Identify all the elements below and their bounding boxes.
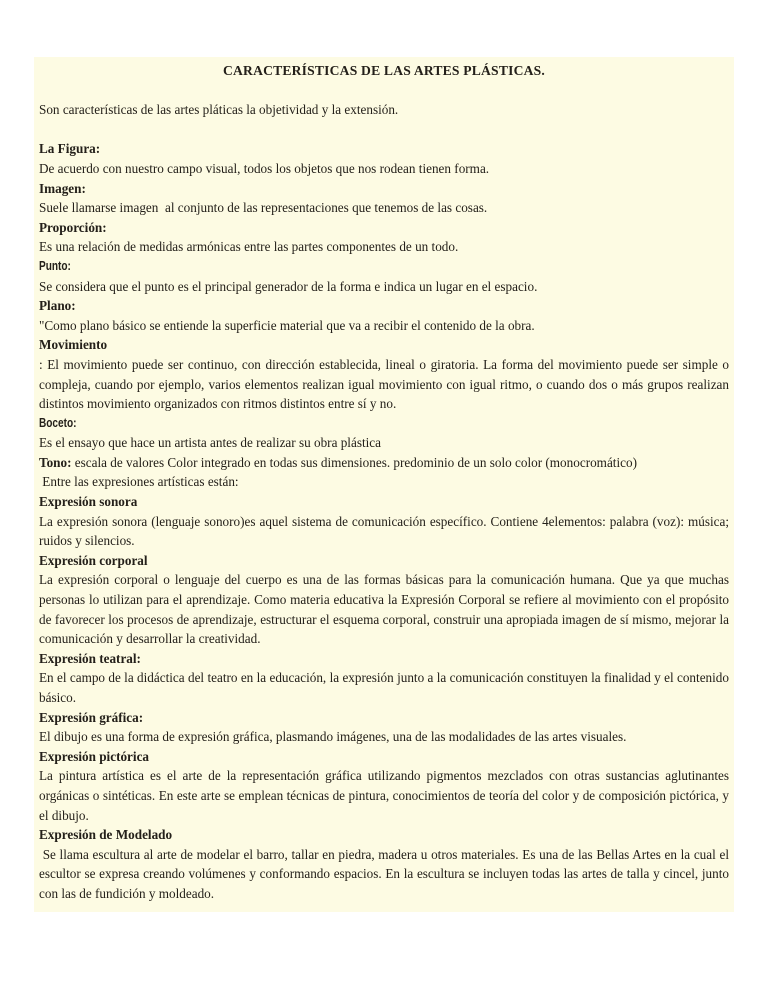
section-body: Se llama escultura al arte de modelar el barro, tallar en piedra, madera u otros materiales. Es una de las Bellas Artes en la cual el escultor se expresa creando volúmenes y conformando espacios. En la escultura se incluyen todas las artes de talla y cincel, junto con las de fundición y moldeado. xyxy=(39,846,733,901)
section-la-figura xyxy=(39,139,729,178)
section-expresion-pictorica xyxy=(39,747,733,825)
section-expresion-corporal xyxy=(39,551,733,649)
spacer xyxy=(39,81,729,101)
section-heading: Expresión de Modelado xyxy=(39,827,173,843)
section-body-text: escala de valores Color integrado en todas sus dimensiones. predominio de un solo color (monocromático) xyxy=(71,454,637,470)
section-tono xyxy=(39,453,729,473)
document-title: CARACTERÍSTICAS DE LAS ARTES PLÁSTICAS. xyxy=(223,63,545,78)
section-body: La expresión sonora (lenguaje sonoro)es aquel sistema de comunicación específico. Contiene 4elementos: palabra (voz): música; ruidos y silencios. xyxy=(39,513,733,549)
section-body: Suele llamarse imagen al conjunto de las representaciones que tenemos de las cosas. xyxy=(39,200,488,216)
intro-paragraph: Son características de las artes pláticas la objetividad y la extensión. xyxy=(39,102,399,118)
section-body: Entre las expresiones artísticas están: xyxy=(39,474,239,490)
section-body xyxy=(39,453,729,473)
section-body: En el campo de la didáctica del teatro en la educación, la expresión junto a la comunicación constituyen la finalidad y el contenido básico. xyxy=(39,670,733,705)
section-heading: Boceto: xyxy=(39,415,77,430)
section-heading: Expresión sonora xyxy=(39,494,138,510)
section-body: : El movimiento puede ser continuo, con dirección establecida, lineal o giratoria. La forma del movimiento puede ser simple o compleja, cuando por ejemplo, varios elementos realizan igual movimiento con igual ritmo, o cuando dos o más grupos realizan distintos movimiento organizados con ritmos distintos entre sí y no. xyxy=(39,356,733,412)
section-movimiento xyxy=(39,335,733,413)
section-body: Se considera que el punto es el principal generador de la forma e indica un lugar en el espacio. xyxy=(39,278,538,294)
section-heading: Plano: xyxy=(39,298,76,314)
section-heading: Movimiento xyxy=(39,337,108,353)
section-body: Es una relación de medidas armónicas entre las partes componentes de un todo. xyxy=(39,239,459,255)
section-imagen xyxy=(39,179,729,218)
section-heading: Expresión pictórica xyxy=(39,748,150,764)
section-body: De acuerdo con nuestro campo visual, todos los objetos que nos rodean tienen forma. xyxy=(39,160,490,176)
section-body: El dibujo es una forma de expresión gráfica, plasmando imágenes, una de las modalidades de las artes visuales. xyxy=(39,729,627,745)
section-body: La pintura artística es el arte de la representación gráfica utilizando pigmentos mezclados con otras sustancias aglutinantes orgánicas o sintéticas. En este arte se emplean técnicas de pintura, conocimientos de teoría del color y de composición pictórica, y el dibujo. xyxy=(39,768,733,823)
section-heading: La Figura: xyxy=(39,141,101,157)
section-boceto xyxy=(39,414,729,453)
section-expresion-modelado xyxy=(39,825,733,903)
section-expresion-grafica xyxy=(39,708,729,747)
document-sheet xyxy=(34,57,734,912)
section-proporcion xyxy=(39,218,729,257)
section-expresion-teatral xyxy=(39,649,733,708)
section-heading: Proporción: xyxy=(39,219,107,235)
section-heading: Expresión corporal xyxy=(39,552,148,568)
section-body: La expresión corporal o lenguaje del cuerpo es una de las formas básicas para la comunicación humana. Que ya que muchas personas lo utilizan para el aprendizaje. Como materia educativa la Expresión Corporal se refiere al movimiento con el propósito de favorecer los procesos de aprendizaje, estructurar el esquema corporal, construir una apropiada imagen de sí mismo, mejorar la comunicación y desarrollar la creatividad. xyxy=(39,572,733,647)
section-heading: Punto: xyxy=(39,258,71,273)
section-expresion-sonora xyxy=(39,492,733,551)
section-entre-expresiones xyxy=(39,472,729,492)
section-heading: Imagen: xyxy=(39,180,86,196)
section-punto xyxy=(39,257,729,296)
section-heading: Expresión gráfica: xyxy=(39,709,144,725)
section-plano xyxy=(39,296,729,335)
spacer xyxy=(39,120,729,140)
section-body: Es el ensayo que hace un artista antes de realizar su obra plástica xyxy=(39,435,381,451)
section-body: "Como plano básico se entiende la superficie material que va a recibir el contenido de la obra. xyxy=(39,317,535,333)
section-heading-inline: Tono: xyxy=(39,454,72,470)
section-heading: Expresión teatral: xyxy=(39,650,141,666)
